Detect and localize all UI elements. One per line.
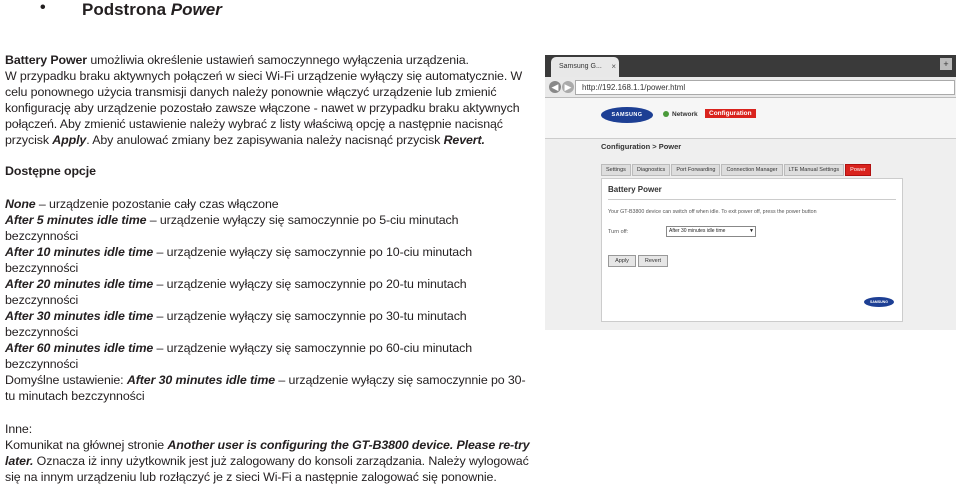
intro-paragraph-1: Battery Power umożliwia określenie ustawień samoczynnego wyłączenia urządzenia. (5, 53, 469, 67)
panel-description: Your GT-B3800 device can switch off when idle. To exit power off, press the power button (608, 209, 817, 215)
tab-lte-manual-settings[interactable]: LTE Manual Settings (784, 164, 845, 176)
samsung-logo: SAMSUNG (601, 107, 653, 123)
close-icon[interactable]: × (611, 62, 616, 71)
option-item: After 30 minutes idle time – urządzenie wyłączy się samoczynnie po 30-tu minutach bezczynności (5, 309, 467, 339)
options-list (5, 196, 530, 404)
other-notes (5, 421, 530, 485)
chevron-down-icon: ▼ (749, 228, 754, 234)
default-setting: Domyślne ustawienie: After 30 minutes idle time – urządzenie wyłączy się samoczynnie po 30-tu minutach bezczynności (5, 373, 526, 403)
nav-network[interactable]: Network (663, 111, 698, 118)
bullet: • (40, 0, 46, 16)
tab-title: Samsung G... (559, 63, 602, 70)
router-screenshot (545, 55, 956, 330)
forward-icon[interactable]: ▶ (562, 81, 574, 93)
new-tab-icon[interactable]: + (940, 58, 952, 70)
turn-off-select[interactable]: After 30 minutes idle time ▼ (666, 226, 756, 237)
divider (608, 199, 896, 200)
samsung-logo-small: SAMSUNG (864, 297, 894, 307)
option-item: None – urządzenie pozostanie cały czas włączone (5, 197, 279, 211)
option-item: After 20 minutes idle time – urządzenie wyłączy się samoczynnie po 20-tu minutach bezczynności (5, 277, 467, 307)
option-item: After 10 minutes idle time – urządzenie wyłączy się samoczynnie po 10-ciu minutach bezczynności (5, 245, 472, 275)
network-icon (663, 111, 669, 117)
other-label: Inne: (5, 422, 33, 436)
browser-tab[interactable] (551, 57, 619, 77)
option-item: After 5 minutes idle time – urządzenie wyłączy się samoczynnie po 5-ciu minutach bezczynności (5, 213, 459, 243)
subtabs (601, 158, 872, 173)
tab-connection-manager[interactable]: Connection Manager (721, 164, 782, 176)
intro-text (5, 52, 530, 148)
option-item: After 60 minutes idle time – urządzenie wyłączy się samoczynnie po 60-ciu minutach bezczynności (5, 341, 472, 371)
tab-power[interactable]: Power (845, 164, 871, 176)
router-page (545, 98, 956, 330)
router-topnav (545, 98, 956, 139)
other-paragraph: Komunikat na głównej stronie Another user is configuring the GT-B3800 device. Please re-try later. Oznacza iż inny użytkownik jest już zalogowany do konsoli zarządzania. Należy wylogować się na innym urządzeniu lub rozłączyć je z sieci Wi-Fi a następnie zalogować się ponownie. (5, 438, 530, 484)
tab-diagnostics[interactable]: Diagnostics (632, 164, 670, 176)
panel-title: Battery Power (608, 185, 662, 194)
apply-button[interactable]: Apply (608, 255, 636, 267)
url-input[interactable]: http://192.168.1.1/power.html (575, 80, 955, 95)
revert-button[interactable]: Revert (638, 255, 668, 267)
options-heading: Dostępne opcje (5, 164, 96, 178)
tab-port-forwarding[interactable]: Port Forwarding (671, 164, 720, 176)
breadcrumb: Configuration > Power (601, 142, 682, 151)
tab-settings[interactable]: Settings (601, 164, 631, 176)
section-title: Podstrona Power (82, 0, 222, 19)
turn-off-label: Turn off: (608, 229, 629, 235)
intro-paragraph-2: W przypadku braku aktywnych połączeń w sieci Wi-Fi urządzenie wyłączy się automatycznie. W celu ponownego użycia transmisji danych należy ponownie włączyć urządzenie lub zmienić konfigurację aby urządzenie pozostało zawsze włączone - nawet w przypadku braku aktywnych połączeń. Aby zmienić ustawienie należy wybrać z listy właściwą opcję a następnie nacisnąć przycisk Apply. Aby anulować zmiany bez zapisywania należy nacisnąć przycisk Revert. (5, 69, 523, 147)
nav-configuration[interactable]: Configuration (705, 109, 756, 118)
browser-tab-bar (545, 55, 956, 77)
back-icon[interactable]: ◀ (549, 81, 561, 93)
address-bar (545, 77, 956, 98)
battery-power-panel (601, 178, 903, 322)
